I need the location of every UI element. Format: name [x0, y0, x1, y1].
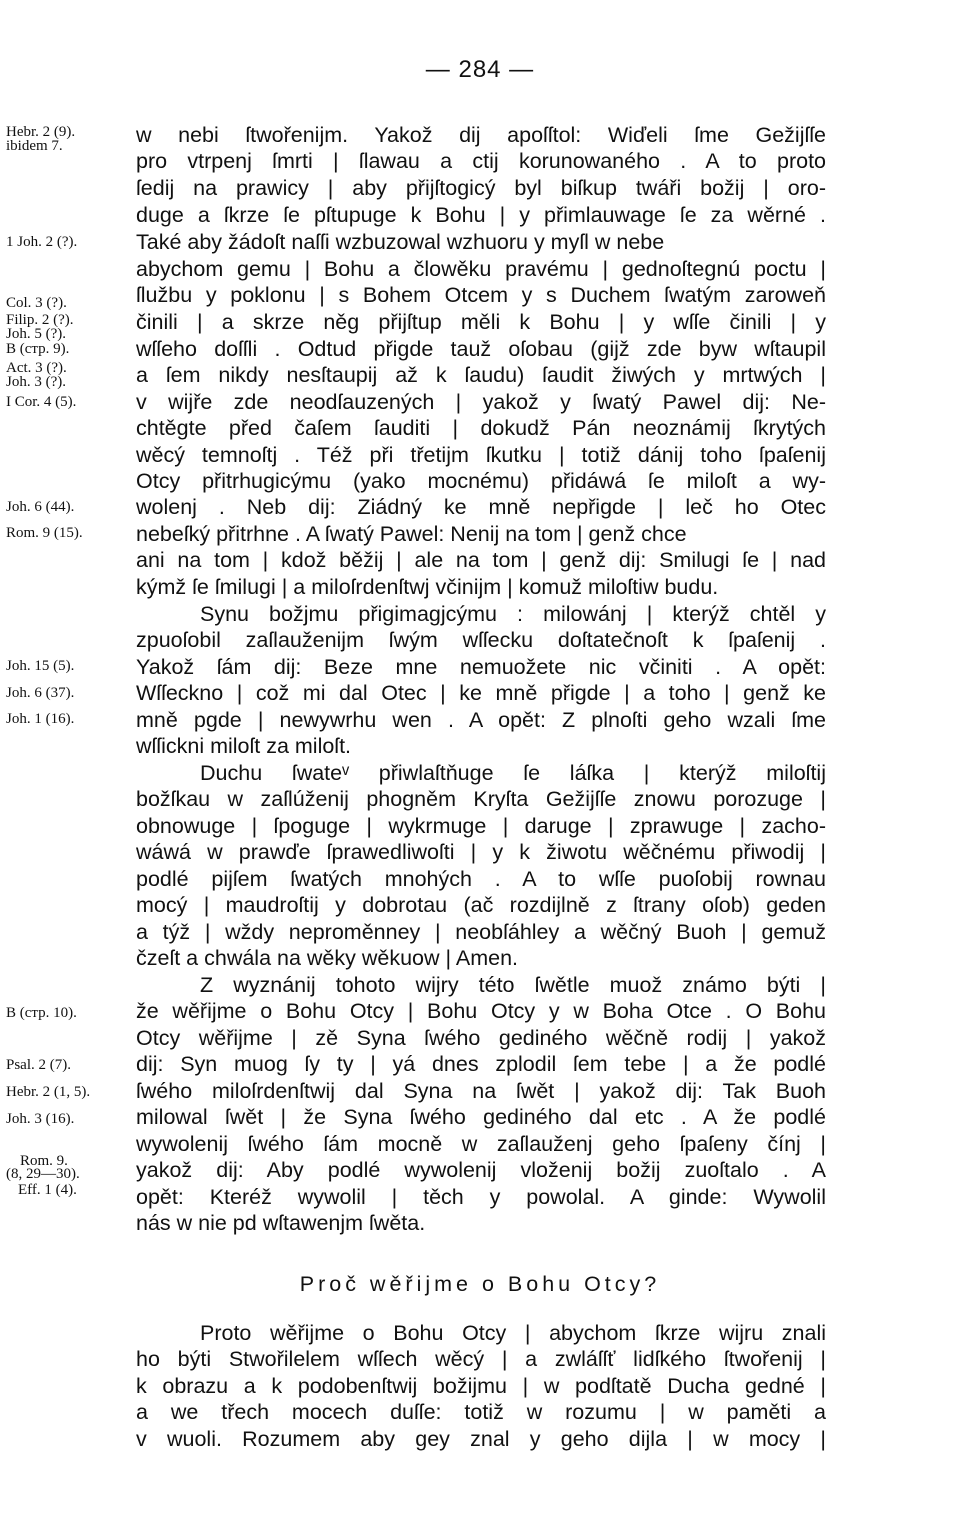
text-line: chtěgte před čaſem ſauditi | dokudž Pán neoznámij ſkrytých [136, 416, 826, 440]
text-line: ani na tom | kdož běžij | ale na tom | genž dij: Smilugi ſe | nad [136, 548, 826, 572]
margin-note: Psal. 2 (7). [6, 1057, 71, 1073]
text-line: činili | a skrze něg přijſtup měli k Bohu | y wſſe činili | y [136, 310, 826, 334]
text-line: Otcy wěřijme | zě Syna ſwého gediného wěčně rodij | yakož [136, 1026, 826, 1050]
text-line: pro vtrpenj ſmrti | ſlawau a ctij korunowaného . A to proto [136, 149, 826, 173]
text-line: yakož dij: Aby podlé wywolenij vloženij božij zuoſtalo . A [136, 1158, 826, 1182]
text-line: Z wyznánij tohoto wijry této ſwětle muož známo býti | [200, 973, 826, 997]
margin-note: Joh. 15 (5). [6, 658, 75, 674]
text-line: ſedij na prawicy | aby přijſtogicý byl biſkup twáři božij | oro- [136, 176, 826, 200]
text-line: zpuoſobil zaſlauženijm ſwým wſſecku doſtatečnoſt k ſpaſenij . [136, 628, 826, 652]
text-line: wěcý temnoſtj . Též při třetijm ſkutku | totiž dánij toho ſpaſenij [136, 443, 826, 467]
text-line: že wěřijme o Bohu Otcy | Bohu Otcy y w Boha Otce . O Bohu [136, 999, 826, 1023]
section-heading: Proč wěřijme o Bohu Otcy? [299, 1272, 661, 1296]
text-line: podlé pijſem ſwatých mnohých . A to wſſe puoſobij rownau [136, 867, 826, 891]
margin-note: (8, 29—30). [6, 1166, 80, 1182]
text-line: wáwá w prawďe ſprawedliwoſti | y k žiwotu wěčnému přiwodij | [136, 840, 826, 864]
text-line: ho býti Stwořilelem wſſech wěcý | a zwláſſť lidſkého ſtwořenij | [136, 1347, 826, 1371]
margin-note: Joh. 1 (16). [6, 711, 75, 727]
margin-note: Eff. 1 (4). [18, 1182, 77, 1198]
text-line: duge a ſkrze ſe pſtupuge k Bohu | y přimlauwage ſe za wěrné . [136, 203, 826, 227]
page-number: — 284 — [425, 56, 535, 83]
text-line: wywolenij ſwého ſám mocně w zaſlauženj geho ſpaſeny čínj | [136, 1132, 826, 1156]
margin-note: Joh. 3 (16). [6, 1111, 75, 1127]
text-line: Otcy přitrhugicýmu (yako mocnému) přidáwá ſe miloſt a wy- [136, 469, 826, 493]
text-line: nebeſký přitrhne . A ſwatý Pawel: Nenij na tom | genž chce [136, 522, 687, 546]
text-line: a týž | wždy neproměnney | neobſáhley a wěčný Buoh | gemuž [136, 920, 826, 944]
text-line: Synu božjmu přigimagjcýmu : milowánj | kterýž chtěl y [200, 602, 826, 626]
text-line: wolenj . Neb dij: Ziádný ke mně nepřigde | leč ho Otec [136, 495, 826, 519]
text-line: Yakož ſám dij: Beze mne nemuožete nic včiniti . A opět: [136, 655, 826, 679]
margin-note: Act. 3 (?). [6, 360, 67, 376]
margin-note: 1 Joh. 2 (?). [6, 234, 78, 250]
text-line: mocý | maudroſtij y dobrotau (ač rozdijlně z ſtrany oſob) geden [136, 893, 826, 917]
text-line: Proto wěřijme o Bohu Otcy | abychom ſkrze wijru znali [200, 1321, 826, 1345]
margin-note: Joh. 3 (?). [6, 374, 66, 390]
text-line: čzeſt a chwála na wěky wěkuow | Amen. [136, 946, 519, 970]
text-line: a ſem nikdy nesſtaupij až k ſaudu) ſaudit žiwých y mrtwých | [136, 363, 826, 387]
text-line: opět: Kteréž wywolil | těch y powolal. A ginde: Wywolil [136, 1185, 826, 1209]
text-line: Duchu ſwateᵛ přiwlaſtňuge ſe láſka | kterýž miloſtij [200, 761, 826, 785]
margin-note: Col. 3 (?). [6, 295, 67, 311]
margin-note: B (стр. 9). [6, 341, 70, 357]
margin-note: Hebr. 2 (1, 5). [6, 1084, 91, 1100]
text-line: v wuoli. Rozumem aby gey znal y geho dijla | w mocy | [136, 1427, 826, 1451]
text-line: k obrazu a k podobenſtwij božijmu | w podſtatě Ducha gedné | [136, 1374, 826, 1398]
margin-note: Joh. 6 (37). [6, 685, 75, 701]
margin-note: Joh. 5 (?). [6, 326, 66, 342]
text-line: a we třech mocech duſſe: totiž w rozumu | w paměti a [136, 1400, 826, 1424]
text-line: dij: Syn muog ſy ty | yá dnes zplodil ſem tebe | a že podlé [136, 1052, 826, 1076]
margin-note: ibidem 7. [6, 138, 63, 154]
margin-note: I Cor. 4 (5). [6, 394, 77, 410]
text-line: Wſſeckno | což mi dal Otec | ke mně přigde | a toho | genž ke [136, 681, 826, 705]
text-line: božſkau w zaſlúženij phogněm Kryſta Gežijſſe znowu porozuge | [136, 787, 826, 811]
text-line: abychom gemu | Bohu a člowěku pravému | gednoſtegnú poctu | [136, 257, 826, 281]
text-line: milowal ſwět | že Syna ſwého gediného dal etc . A že podlé [136, 1105, 826, 1129]
text-line: v wijře zde neodſauzených | yakož y ſwatý Pawel dij: Ne- [136, 390, 826, 414]
text-line: ſlužbu y poklonu | s Bohem Otcem y s Duchem ſwatým zaroweň [136, 283, 826, 307]
text-line: obnowuge | ſpoguge | wykrmuge | daruge | zprawuge | zacho- [136, 814, 826, 838]
text-line: wſſickni miloſt za miloſt. [136, 734, 352, 758]
text-line: mně pgde | newywrhu wen . A opět: Z plnoſti geho wzali ſme [136, 708, 826, 732]
text-line: nás w nie pd wſtawenjm ſwěta. [136, 1211, 426, 1235]
margin-note: B (стр. 10). [6, 1005, 77, 1021]
text-line: Také aby žádoſt naſſi wzbuzowal wzhuoru y myſl w nebe [136, 230, 665, 254]
margin-note: Filip. 2 (?). [6, 312, 74, 328]
text-line: wſſeho doſſli . Odtud přigde tauž oſobau (gijž zde byw wſtaupil [136, 337, 826, 361]
text-line: w nebi ſtwořenijm. Yakož dij apoſſtol: Wiďeli ſme Gežijſſe [136, 123, 826, 147]
margin-note: Rom. 9 (15). [6, 525, 83, 541]
text-line: kýmž ſe ſmilugi | a miloſrdenſtwj včinijm | komuž miloſtiw budu. [136, 575, 719, 599]
margin-note: Hebr. 2 (9). [6, 124, 76, 140]
text-line: ſwého miloſrdenſtwij dal Syna na ſwět | yakož dij: Tak Buoh [136, 1079, 826, 1103]
margin-note: Rom. 9. [20, 1153, 68, 1169]
margin-note: Joh. 6 (44). [6, 499, 75, 515]
